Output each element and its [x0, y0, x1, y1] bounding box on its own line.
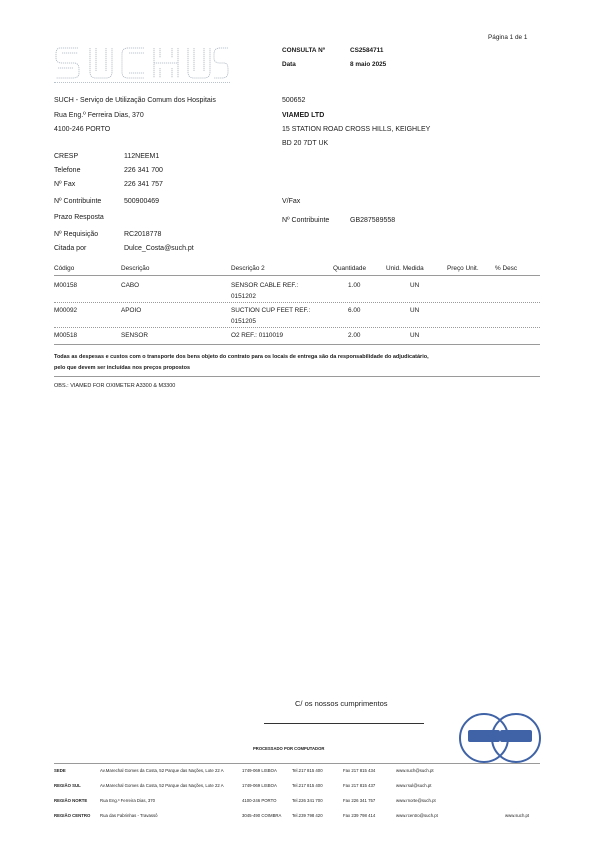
footer-row-2-fax: Fax 217 815 437	[343, 783, 376, 788]
footer-row-2-tel: Tel.217 815 400	[292, 783, 323, 788]
telefone-value: 226 341 700	[124, 167, 163, 174]
supplier-address-2: BD 20 7DT UK	[282, 140, 329, 147]
row-3-descricao-2a: O2 REF.: 0110019	[231, 332, 284, 339]
page-number: Página 1 de 1	[488, 34, 528, 41]
footer-row-3-fax: Fax 226 341 757	[343, 798, 376, 803]
citada-por-label: Citada por	[54, 245, 87, 252]
supplier-name: VIAMED LTD	[282, 112, 325, 119]
citada-por-value: Dulce_Costa@such.pt	[124, 245, 194, 252]
row-2-rule	[54, 327, 540, 328]
footer-row-3-tel: Tel.226 341 700	[292, 798, 323, 803]
telefone-label: Telefone	[54, 167, 81, 174]
col-header-unid-medida: Unid. Medida	[386, 265, 424, 272]
footer-row-2-address: Av.Marechal Gomes da Costa, 52 Parque das Nações, Lote 22 A	[100, 783, 224, 788]
footer-website-link[interactable]: www.such.pt	[505, 813, 530, 818]
footer-row-3-address: Rua Eng.º Ferreira Dias, 370	[100, 798, 156, 803]
sender-contrib-label: Nº Contribuinte	[54, 198, 102, 205]
notice-rule	[54, 376, 540, 377]
footer-row-4-email: www.rcentro@such.pt	[396, 813, 438, 818]
sender-address-1: Rua Eng.º Ferreira Dias, 370	[54, 112, 144, 119]
footer-region-label: REGIÃO CENTRO	[54, 813, 91, 818]
row-1-codigo: M00158	[54, 282, 78, 289]
closing-text: C/ os nossos cumprimentos	[295, 699, 388, 708]
prazo-resposta-label: Prazo Resposta	[54, 214, 104, 221]
footer-row-1-tel: Tel.217 815 400	[292, 768, 323, 773]
requisicao-value: RC2018778	[124, 231, 162, 238]
logo-underline	[54, 82, 230, 86]
data-value: 8 maio 2025	[350, 61, 387, 68]
footer-row-3-city: 4100-246 PORTO	[242, 798, 277, 803]
such-logo	[54, 44, 230, 88]
footer-row-2-region	[54, 783, 81, 788]
row-3-descricao: SENSOR	[121, 332, 148, 339]
footer-row-2-email: www.rsul@such.pt	[396, 783, 432, 788]
row-2-descricao-2b: 0151205	[231, 318, 256, 325]
processed-by-computer: PROCESSADO POR COMPUTADOR	[253, 746, 325, 751]
table-header-rule	[54, 275, 540, 276]
supplier-contrib-value: GB287589558	[350, 217, 396, 224]
footer-row-1-region	[54, 768, 66, 773]
supplier-contrib-label: Nº Contribuinte	[282, 217, 330, 224]
footer-row-2-city: 1749-069 LISBOA	[242, 783, 277, 788]
vfax-label: V/Fax	[282, 198, 301, 205]
footer-row-1-email: www.such@such.pt	[396, 768, 434, 773]
footer-row-4-address: Rua das Fabrinhas - Travassô	[100, 813, 158, 818]
footer-row-1-fax: Fax 217 815 434	[343, 768, 376, 773]
fax-value: 226 341 757	[124, 181, 163, 188]
cresp-label: CRESP	[54, 153, 79, 160]
row-1-descricao: CABO	[121, 282, 140, 289]
row-2-codigo: M00092	[54, 307, 78, 314]
consulta-label: CONSULTA Nº	[282, 47, 326, 54]
supplier-address-1: 15 STATION ROAD CROSS HILLS, KEIGHLEY	[282, 126, 431, 133]
obs-text: OBS.: VIAMED FOR OXIMETER A3300 & M3300	[54, 383, 176, 389]
data-label: Data	[282, 61, 296, 68]
row-3-quantidade: 2.00	[348, 332, 361, 339]
footer-row-1-city: 1749-069 LISBOA	[242, 768, 277, 773]
footer-row-4-fax: Fax 239 798 414	[343, 813, 376, 818]
transport-notice-line-2: pelo que devem ser incluídas nos preços propostos	[54, 365, 191, 371]
row-2-descricao: APOIO	[121, 307, 142, 314]
iqnet-certification-seal	[491, 713, 541, 763]
footer-row-3-email: www.rnorte@such.pt	[396, 798, 436, 803]
such-logo-graphic	[54, 44, 230, 82]
col-header-descricao: Descrição	[121, 265, 150, 272]
sender-address-2: 4100-246 PORTO	[54, 126, 111, 133]
footer-row-4-tel: Tel.239 798 420	[292, 813, 323, 818]
row-1-rule	[54, 302, 540, 303]
footer-row-3-region	[54, 798, 87, 803]
row-3-codigo: M00518	[54, 332, 78, 339]
row-3-unidade: UN	[410, 332, 420, 339]
transport-notice-line-1: Todas as despesas e custos com o transporte dos bens objeto do contrato para os locais de entrega são da responsabilidade do adjudicatário,	[54, 354, 429, 360]
footer-row-4-city: 3045-490 COIMBRA	[242, 813, 282, 818]
footer-row-4-region	[54, 813, 90, 818]
col-header-codigo: Código	[54, 265, 75, 272]
cresp-value: 112NEEM1	[124, 153, 160, 160]
requisicao-label: Nº Requisição	[54, 231, 99, 238]
table-bottom-rule	[54, 344, 540, 345]
row-2-unidade: UN	[410, 307, 420, 314]
footer-region-label: SEDE	[54, 768, 66, 773]
row-2-descricao-2a: SUCTION CUP FEET REF.:	[231, 307, 311, 314]
col-header-desc-pct: % Desc	[495, 265, 518, 272]
signature-line	[264, 723, 424, 724]
row-1-unidade: UN	[410, 282, 420, 289]
footer-region-label: REGIÃO NORTE	[54, 798, 88, 803]
footer-rule	[54, 763, 540, 764]
supplier-code: 500652	[282, 97, 306, 104]
fax-label: Nº Fax	[54, 181, 76, 188]
row-2-quantidade: 6.00	[348, 307, 361, 314]
sender-contrib-value: 500900469	[124, 198, 160, 205]
row-1-descricao-2b: 0151202	[231, 293, 256, 300]
footer-row-1-address: Av.Marechal Gomes da Costa, 52 Parque das Nações, Lote 22 A	[100, 768, 224, 773]
row-1-quantidade: 1.00	[348, 282, 361, 289]
col-header-quantidade: Quantidade	[333, 265, 367, 272]
col-header-descricao-2: Descrição 2	[231, 265, 265, 272]
row-1-descricao-2a: SENSOR CABLE REF.:	[231, 282, 299, 289]
consulta-value: CS2584711	[350, 47, 384, 54]
footer-region-label: REGIÃO SUL	[54, 783, 81, 788]
sender-name: SUCH - Serviço de Utilização Comum dos Hospitais	[54, 97, 216, 104]
col-header-preco-unit: Preço Unit.	[447, 265, 479, 272]
